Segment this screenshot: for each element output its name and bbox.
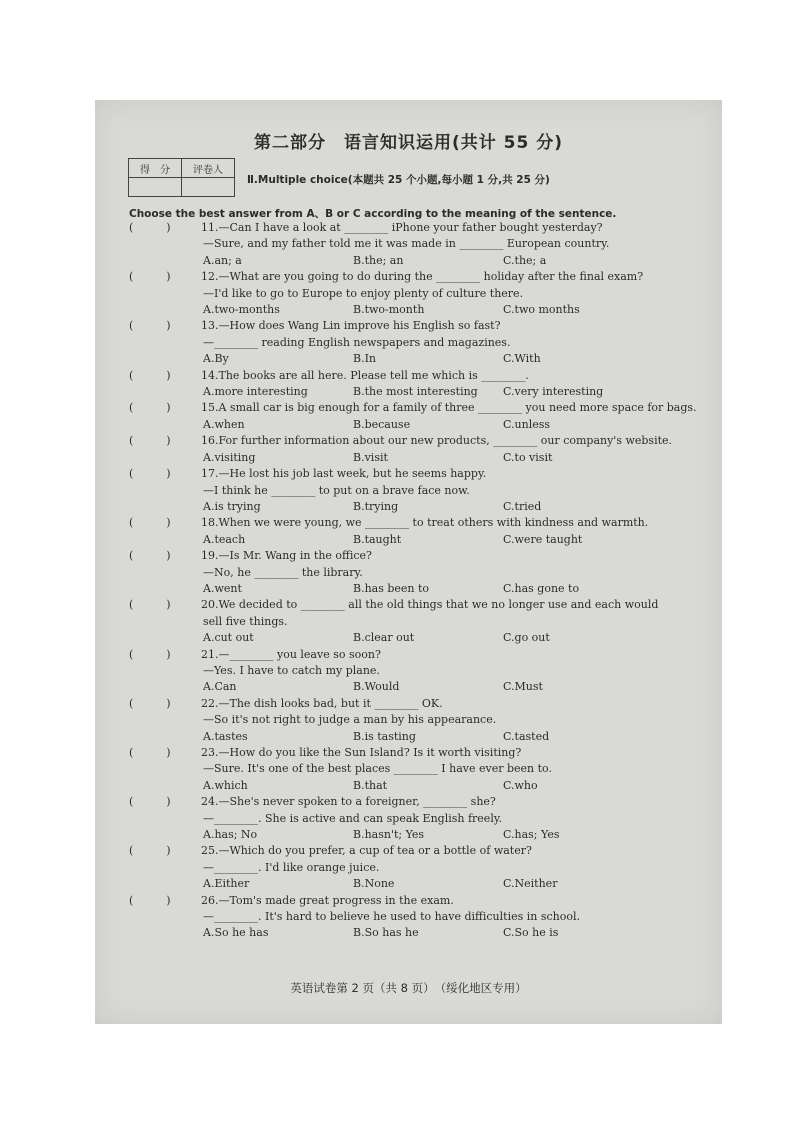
- option-row: [129, 679, 719, 695]
- question-item: [129, 466, 719, 515]
- question-item: [129, 515, 719, 548]
- question-text: 23.—How do you like the Sun Island? Is it worth visiting?: [201, 746, 522, 759]
- answer-option: B.trying: [353, 499, 399, 513]
- question-item: [129, 794, 719, 843]
- question-text: 15.A small car is big enough for a family of three ________ you need more space for bags.: [201, 401, 697, 415]
- option-row: [129, 302, 719, 318]
- question-item: [129, 318, 719, 367]
- score-label: 得 分: [129, 159, 182, 178]
- question-text: —I'd like to go to Europe to enjoy plenty of culture there.: [203, 286, 524, 300]
- page-footer: 英语试卷第 2 页（共 8 页） （绥化地区专用）: [290, 981, 527, 995]
- question-text: 19.—Is Mr. Wang in the office?: [201, 549, 372, 563]
- answer-option: A.has; No: [203, 828, 258, 842]
- option-row: [129, 827, 719, 843]
- answer-option: A.went: [203, 581, 242, 595]
- score-table: [128, 158, 235, 197]
- answer-option: C.who: [503, 778, 538, 792]
- question-text: 26.—Tom's made great progress in the exam.: [201, 893, 454, 907]
- page-title: 第二部分 语言知识运用(共计 55 分): [253, 133, 564, 153]
- answer-blank[interactable]: ( ): [129, 319, 171, 333]
- answer-option: C.tried: [503, 499, 542, 513]
- option-row: [129, 351, 719, 367]
- question-item: [129, 597, 719, 646]
- question-text: 12.—What are you going to do during the ________ holiday after the final exam?: [201, 270, 644, 284]
- option-row: [129, 630, 719, 646]
- question-text: 16.For further information about our new products, ________ our company's website.: [201, 434, 673, 448]
- question-item: [129, 843, 719, 892]
- question-item: [129, 893, 719, 942]
- answer-option: A.when: [203, 417, 245, 431]
- answer-option: A.visiting: [203, 450, 256, 464]
- answer-option: B.None: [353, 877, 395, 891]
- question-text: sell five things.: [203, 614, 288, 628]
- answer-option: B.the most interesting: [353, 385, 478, 399]
- option-row: [129, 417, 719, 433]
- answer-option: B.that: [353, 778, 388, 792]
- answer-blank[interactable]: ( ): [129, 368, 171, 382]
- question-text: 13.—How does Wang Lin improve his English so fast?: [201, 319, 501, 333]
- question-text: 25.—Which do you prefer, a cup of tea or a bottle of water?: [201, 844, 532, 858]
- answer-option: C.go out: [503, 631, 550, 645]
- answer-option: C.Must: [503, 680, 543, 694]
- option-row: [129, 499, 719, 515]
- option-row: [129, 778, 719, 794]
- answer-option: C.tasted: [503, 729, 550, 743]
- question-text: 22.—The dish looks bad, but it ________ OK.: [201, 696, 443, 710]
- question-item: [129, 220, 719, 269]
- grader-label: 评卷人: [182, 159, 235, 178]
- answer-option: C.unless: [503, 417, 551, 431]
- question-text: —________. It's hard to believe he used to have difficulties in school.: [203, 910, 580, 924]
- answer-blank[interactable]: ( ): [129, 516, 171, 530]
- instruction: Choose the best answer from A、B or C according to the meaning of the sentence.: [129, 208, 617, 220]
- answer-option: A.cut out: [203, 631, 254, 645]
- answer-option: C.has; Yes: [503, 828, 560, 842]
- answer-option: C.to visit: [503, 450, 553, 464]
- answer-blank[interactable]: ( ): [129, 696, 171, 710]
- question-item: [129, 368, 719, 401]
- answer-option: B.hasn't; Yes: [353, 828, 425, 842]
- answer-option: A.Can: [203, 680, 237, 694]
- answer-option: A.an; a: [203, 253, 242, 267]
- grader-cell: [182, 178, 235, 197]
- answer-option: C.were taught: [503, 532, 583, 546]
- answer-blank[interactable]: ( ): [129, 647, 171, 661]
- answer-option: A.Either: [203, 877, 250, 891]
- answer-option: A.So he has: [203, 926, 269, 940]
- option-row: [129, 532, 719, 548]
- answer-option: A.which: [203, 778, 248, 792]
- question-list: [129, 220, 719, 942]
- answer-option: A.tastes: [203, 729, 248, 743]
- answer-option: B.Would: [353, 680, 400, 694]
- question-item: [129, 696, 719, 745]
- answer-blank[interactable]: ( ): [129, 598, 171, 612]
- answer-option: A.more interesting: [203, 385, 308, 399]
- question-text: —Yes. I have to catch my plane.: [203, 663, 380, 677]
- exam-page: [95, 100, 722, 1024]
- answer-option: C.Neither: [503, 877, 558, 891]
- answer-option: B.the; an: [353, 253, 404, 267]
- answer-blank[interactable]: ( ): [129, 893, 171, 907]
- question-text: 24.—She's never spoken to a foreigner, ________ she?: [201, 795, 496, 809]
- option-row: [129, 729, 719, 745]
- question-text: 17.—He lost his job last week, but he seems happy.: [201, 467, 487, 481]
- answer-blank[interactable]: ( ): [129, 401, 171, 415]
- question-item: [129, 745, 719, 794]
- option-row: [129, 876, 719, 892]
- option-row: [129, 925, 719, 941]
- question-text: —________ reading English newspapers and magazines.: [203, 335, 511, 349]
- question-text: —No, he ________ the library.: [203, 565, 363, 579]
- question-item: [129, 548, 719, 597]
- answer-blank[interactable]: ( ): [129, 270, 171, 284]
- answer-option: C.With: [503, 352, 541, 366]
- option-row: [129, 450, 719, 466]
- question-item: [129, 400, 719, 433]
- option-row: [129, 581, 719, 597]
- score-cell: [129, 178, 182, 197]
- answer-option: A.By: [203, 352, 229, 366]
- question-text: —________. I'd like orange juice.: [203, 860, 380, 874]
- question-text: 20.We decided to ________ all the old things that we no longer use and each would: [201, 598, 659, 612]
- question-text: 18.When we were young, we ________ to treat others with kindness and warmth.: [201, 516, 649, 530]
- answer-blank[interactable]: ( ): [129, 844, 171, 858]
- answer-option: C.the; a: [503, 253, 547, 267]
- answer-option: B.taught: [353, 532, 402, 546]
- question-item: [129, 269, 719, 318]
- answer-blank[interactable]: ( ): [129, 467, 171, 481]
- question-text: —________. She is active and can speak English freely.: [203, 811, 503, 825]
- answer-blank[interactable]: ( ): [129, 221, 171, 234]
- question-item: [129, 433, 719, 466]
- answer-option: B.has been to: [353, 581, 430, 595]
- answer-option: B.So has he: [353, 926, 419, 940]
- answer-option: A.teach: [203, 532, 246, 546]
- answer-blank[interactable]: ( ): [129, 549, 171, 563]
- answer-option: C.two months: [503, 303, 580, 317]
- answer-option: C.very interesting: [503, 385, 604, 399]
- question-item: [129, 647, 719, 696]
- answer-option: B.is tasting: [353, 729, 416, 743]
- answer-blank[interactable]: ( ): [129, 795, 171, 809]
- question-text: 14.The books are all here. Please tell me which is ________.: [201, 368, 529, 382]
- question-text: 21.—________ you leave so soon?: [201, 647, 381, 661]
- question-text: —I think he ________ to put on a brave face now.: [203, 483, 470, 497]
- section-heading: Ⅱ.Multiple choice(本题共 25 个小题,每小题 1 分,共 25 分): [247, 174, 550, 186]
- option-row: [129, 384, 719, 400]
- answer-option: B.In: [353, 352, 377, 366]
- answer-option: A.two-months: [203, 303, 280, 317]
- answer-option: B.because: [353, 417, 411, 431]
- option-row: [129, 253, 719, 269]
- answer-option: C.has gone to: [503, 581, 580, 595]
- answer-blank[interactable]: ( ): [129, 746, 171, 759]
- answer-option: B.two-month: [353, 303, 425, 317]
- answer-option: B.clear out: [353, 631, 415, 645]
- question-text: —Sure, and my father told me it was made in ________ European country.: [203, 237, 610, 251]
- answer-option: C.So he is: [503, 926, 559, 940]
- answer-option: A.is trying: [203, 499, 261, 513]
- question-text: —Sure. It's one of the best places ________ I have ever been to.: [203, 762, 552, 776]
- answer-option: B.visit: [353, 450, 388, 464]
- question-text: —So it's not right to judge a man by his appearance.: [203, 713, 497, 727]
- answer-blank[interactable]: ( ): [129, 434, 171, 448]
- question-text: 11.—Can I have a look at ________ iPhone your father bought yesterday?: [201, 221, 603, 234]
